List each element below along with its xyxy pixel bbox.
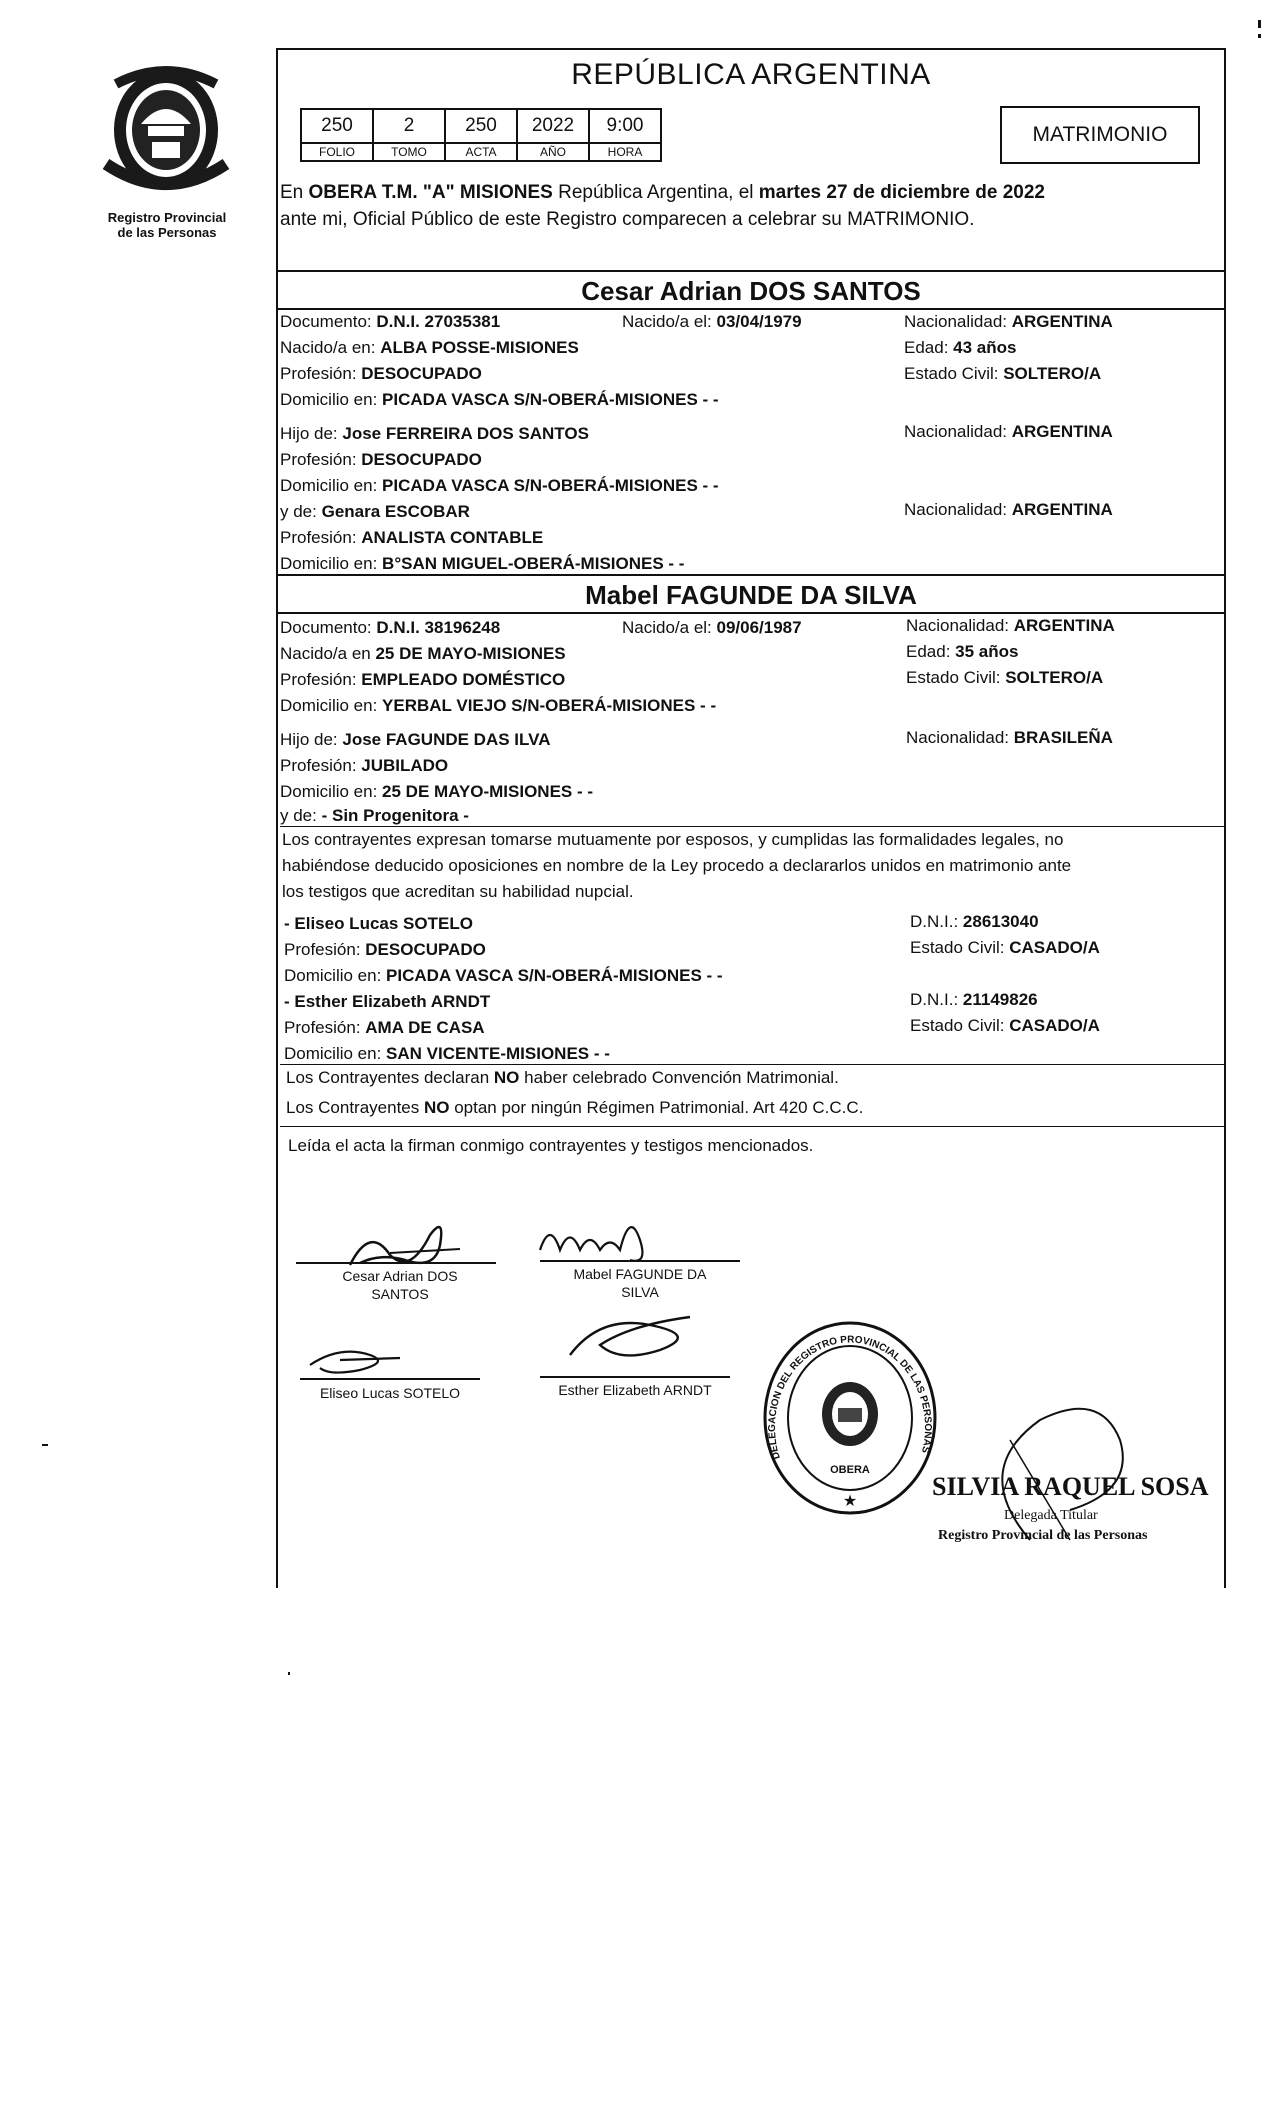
c1-padre: Hijo de: Jose FERREIRA DOS SANTOS bbox=[280, 424, 589, 443]
signature-caption-contrayente-2: Mabel FAGUNDE DA SILVA bbox=[573, 1266, 707, 1300]
svg-text:OBERA: OBERA bbox=[830, 1464, 870, 1476]
c2-nacido-en: Nacido/a en 25 DE MAYO-MISIONES bbox=[280, 644, 566, 663]
divider bbox=[276, 612, 1226, 614]
c1-nacido-el: Nacido/a el: 03/04/1979 bbox=[622, 312, 802, 331]
testigo-1-dni: D.N.I.: 28613040 bbox=[910, 912, 1039, 931]
declaracion-line-1: Los contrayentes expresan tomarse mutuamente por esposos, y cumplidas las formalidades legales, no bbox=[282, 830, 1064, 849]
signature-contrayente-1 bbox=[320, 1215, 490, 1275]
c2-edad: Edad: 35 años bbox=[906, 642, 1019, 661]
tomo-value: 2 bbox=[373, 109, 445, 143]
folio-value: 250 bbox=[301, 109, 373, 143]
c1-madre: y de: Genara ESCOBAR bbox=[280, 502, 470, 521]
c1-edad: Edad: 43 años bbox=[904, 338, 1017, 357]
tomo-label: TOMO bbox=[373, 143, 445, 161]
signature-caption-testigo-1: Eliseo Lucas SOTELO bbox=[319, 1385, 461, 1401]
folio-label: FOLIO bbox=[301, 143, 373, 161]
acta-value: 250 bbox=[445, 109, 517, 143]
c2-madre: y de: - Sin Progenitora - bbox=[280, 806, 469, 825]
testigo-2-estado-civil: Estado Civil: CASADO/A bbox=[910, 1016, 1100, 1035]
c2-estado-civil: Estado Civil: SOLTERO/A bbox=[906, 668, 1104, 687]
hora-value: 9:00 bbox=[589, 109, 661, 143]
testigo-1-domicilio: Domicilio en: PICADA VASCA S/N-OBERÁ-MISIONES - - bbox=[284, 966, 723, 985]
divider bbox=[280, 1126, 1226, 1127]
svg-text:DELEGACION DEL REGISTRO PROVIN: DELEGACION DEL REGISTRO PROVINCIAL DE LAS PERSONAS bbox=[766, 1334, 934, 1461]
folio-table bbox=[300, 108, 662, 162]
provincial-coat-of-arms-logo bbox=[96, 64, 236, 194]
c1-madre-nacionalidad: Nacionalidad: ARGENTINA bbox=[904, 500, 1113, 519]
scan-mark bbox=[1258, 34, 1261, 38]
testigo-2-dni: D.N.I.: 21149826 bbox=[910, 990, 1038, 1009]
divider bbox=[280, 1064, 1226, 1065]
c1-estado-civil: Estado Civil: SOLTERO/A bbox=[904, 364, 1102, 383]
convencion-line-1: Los Contrayentes declaran NO haber celebrado Convención Matrimonial. bbox=[286, 1068, 839, 1087]
divider bbox=[276, 574, 1226, 576]
testigo-2-profesion: Profesión: AMA DE CASA bbox=[284, 1018, 485, 1037]
testigo-2-name: - Esther Elizabeth ARNDT bbox=[284, 992, 491, 1011]
signature-line bbox=[540, 1260, 740, 1262]
signature-caption-contrayente-1: Cesar Adrian DOS SANTOS bbox=[342, 1268, 458, 1302]
testigo-1-profesion: Profesión: DESOCUPADO bbox=[284, 940, 486, 959]
c2-padre: Hijo de: Jose FAGUNDE DAS ILVA bbox=[280, 730, 551, 749]
signature-caption-testigo-2: Esther Elizabeth ARNDT bbox=[558, 1382, 712, 1398]
divider bbox=[276, 270, 1226, 272]
cierre-text: Leída el acta la firman conmigo contrayentes y testigos mencionados. bbox=[288, 1136, 814, 1155]
declaracion-line-3: los testigos que acreditan su habilidad nupcial. bbox=[282, 882, 634, 901]
convencion-line-2: Los Contrayentes NO optan por ningún Régimen Patrimonial. Art 420 C.C.C. bbox=[286, 1098, 864, 1117]
testigo-2-domicilio: Domicilio en: SAN VICENTE-MISIONES - - bbox=[284, 1044, 610, 1063]
official-organismo: Registro Provincial de las Personas bbox=[938, 1528, 1148, 1543]
c1-padre-profesion: Profesión: DESOCUPADO bbox=[280, 450, 482, 469]
acta-label: ACTA bbox=[445, 143, 517, 161]
registry-caption: Registro Provincial de las Personas bbox=[107, 210, 227, 240]
intro-line-2: ante mi, Oficial Público de este Registro comparecen a celebrar su MATRIMONIO. bbox=[280, 209, 975, 230]
testigo-1-estado-civil: Estado Civil: CASADO/A bbox=[910, 938, 1100, 957]
scan-mark bbox=[42, 1444, 48, 1446]
c1-padre-domicilio: Domicilio en: PICADA VASCA S/N-OBERÁ-MISIONES - - bbox=[280, 476, 719, 495]
scan-mark bbox=[1258, 20, 1261, 28]
c2-profesion: Profesión: EMPLEADO DOMÉSTICO bbox=[280, 670, 566, 689]
c2-padre-profesion: Profesión: JUBILADO bbox=[280, 756, 449, 775]
c2-nacionalidad: Nacionalidad: ARGENTINA bbox=[906, 616, 1115, 635]
divider bbox=[280, 826, 1226, 827]
contrayente-1-name: Cesar Adrian DOS SANTOS bbox=[581, 276, 921, 306]
document-title: REPÚBLICA ARGENTINA bbox=[571, 58, 931, 91]
c2-nacido-el: Nacido/a el: 09/06/1987 bbox=[622, 618, 802, 637]
official-cargo: Delegada Titular bbox=[1004, 1508, 1098, 1523]
scan-mark bbox=[288, 1672, 290, 1675]
c1-nacionalidad: Nacionalidad: ARGENTINA bbox=[904, 312, 1113, 331]
signature-line bbox=[540, 1376, 730, 1378]
signature-line bbox=[296, 1262, 496, 1264]
c1-madre-profesion: Profesión: ANALISTA CONTABLE bbox=[280, 528, 544, 547]
c2-domicilio: Domicilio en: YERBAL VIEJO S/N-OBERÁ-MISIONES - - bbox=[280, 696, 717, 715]
c1-domicilio: Domicilio en: PICADA VASCA S/N-OBERÁ-MISIONES - - bbox=[280, 390, 719, 409]
c2-padre-domicilio: Domicilio en: 25 DE MAYO-MISIONES - - bbox=[280, 782, 594, 801]
contrayente-2-name: Mabel FAGUNDE DA SILVA bbox=[585, 580, 917, 610]
divider bbox=[276, 308, 1226, 310]
signature-testigo-2 bbox=[560, 1305, 720, 1365]
act-type-box: MATRIMONIO bbox=[1000, 106, 1200, 164]
official-seal-stamp bbox=[760, 1318, 940, 1518]
hora-label: HORA bbox=[589, 143, 661, 161]
c2-documento: Documento: D.N.I. 38196248 bbox=[280, 618, 501, 637]
c2-padre-nacionalidad: Nacionalidad: BRASILEÑA bbox=[906, 728, 1113, 747]
svg-text:★: ★ bbox=[842, 1493, 858, 1510]
anio-value: 2022 bbox=[517, 109, 589, 143]
c1-padre-nacionalidad: Nacionalidad: ARGENTINA bbox=[904, 422, 1113, 441]
c1-documento: Documento: D.N.I. 27035381 bbox=[280, 312, 501, 331]
signature-testigo-1 bbox=[300, 1340, 410, 1380]
anio-label: AÑO bbox=[517, 143, 589, 161]
official-name: SILVIA RAQUEL SOSA bbox=[932, 1472, 1209, 1501]
c1-nacido-en: Nacido/a en: ALBA POSSE-MISIONES bbox=[280, 338, 579, 357]
c1-profesion: Profesión: DESOCUPADO bbox=[280, 364, 482, 383]
c1-madre-domicilio: Domicilio en: B°SAN MIGUEL-OBERÁ-MISIONES - - bbox=[280, 554, 685, 573]
testigo-1-name: - Eliseo Lucas SOTELO bbox=[284, 914, 473, 933]
signature-line bbox=[300, 1378, 480, 1380]
declaracion-line-2: habiéndose deducido oposiciones en nombre de la Ley procedo a declararlos unidos en matrimonio ante bbox=[282, 856, 1072, 875]
intro-line-1: En OBERA T.M. "A" MISIONES República Argentina, el martes 27 de diciembre de 2022 bbox=[280, 182, 1045, 203]
